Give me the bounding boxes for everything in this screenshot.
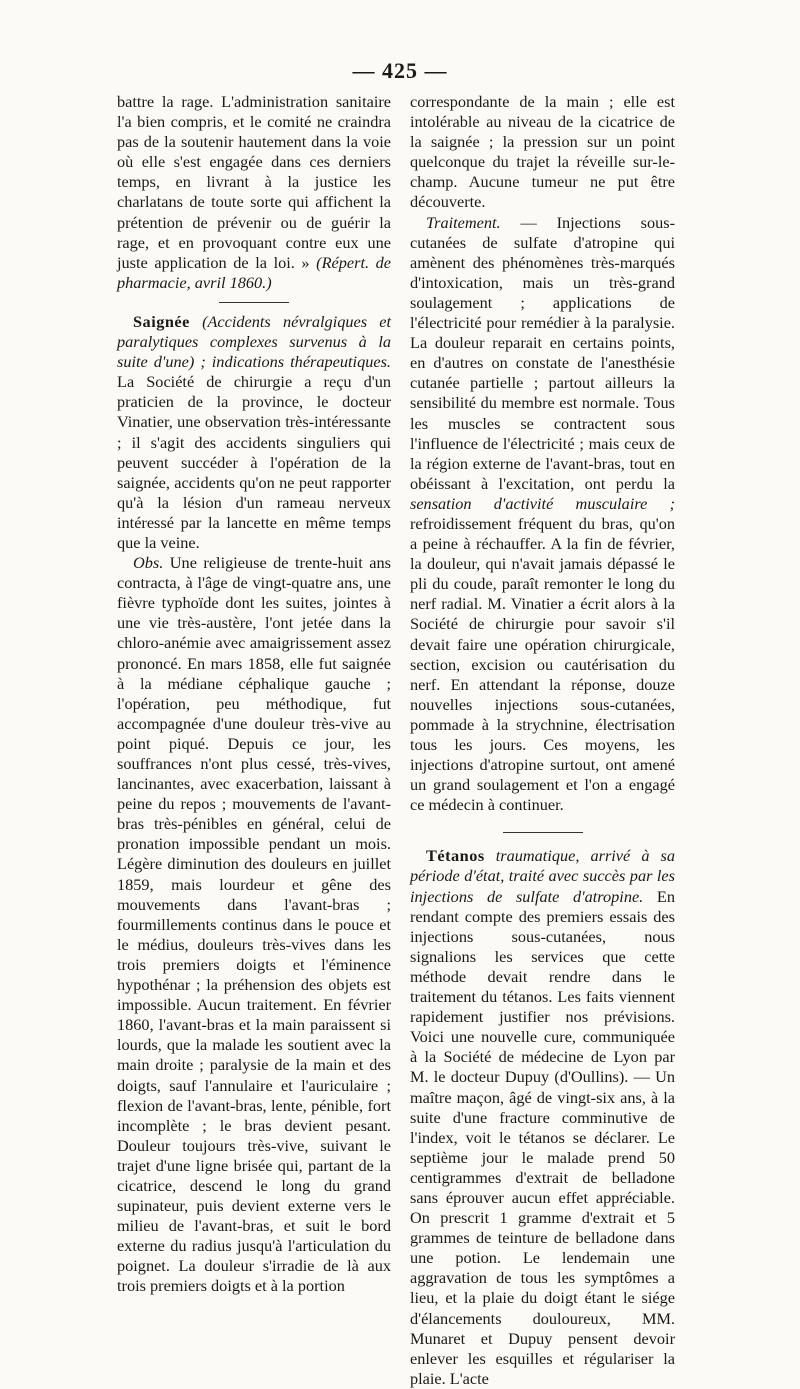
section-heading-tetanos: Tétanos — [426, 846, 485, 866]
observation-paragraph — [117, 553, 391, 1296]
right-column — [410, 92, 675, 1389]
section-title-saignee: (Accidents névralgiques et paralytiques complexes survenus à la suite d'une) ; indications thérapeutiques. — [117, 311, 391, 372]
section-heading-saignee: Saignée — [133, 311, 190, 331]
treatment-italic: sensation d'activité musculaire ; — [410, 493, 675, 513]
section-divider — [219, 302, 289, 303]
treatment-label: Traitement. — [426, 212, 501, 232]
treatment-text-b: refroidissement fréquent du bras, qu'on a peine à réchauffer. A la fin de février, la douleur, qui n'avait jamais dépassé le pli du coude, paraît remonter le long du nerf radial. M. Vinatier a écrit alors à la Société de chirurgie pour savoir s'il devait faire une opération chirurgicale, section, excision ou cautérisation du nerf. En attendant la réponse, douze nouvelles injections sous-cutanées, pommade à la strychnine, électrisation tous les jours. Ces moyens, les injections d'atropine surtout, ont amené un grand soulagement et l'on a engagé ce médecin à continuer. — [410, 513, 675, 815]
quote-paragraph — [117, 92, 391, 293]
left-column — [117, 92, 391, 1297]
tetanos-article — [410, 846, 675, 1389]
obs-label: Obs. — [133, 553, 164, 573]
citation: (Répert. de pharmacie, avril 1860.) — [117, 252, 392, 292]
obs-text: Une religieuse de trente-huit ans contracta, à l'âge de vingt-quatre ans, une fièvre typhoïde dont les suites, jointes à une vie très-austère, l'ont jetée dans la chloro-anémie avec amaigrissement assez prononcé. En mars 1858, elle fut saignée à la médiane céphalique gauche ; l'opération, peu méthodique, fut accompagnée d'une douleur très-vive au point piqué. Depuis ce jour, les souffrances n'ont plus cessé, très-vives, lancinantes, avec exacerbation, laissant à peine du repos ; mouvements de l'avant-bras très-pénibles en général, celui de pronation impossible pendant un mois. Légère diminution des douleurs en juillet 1859, mais lourdeur et gêne des mouvements dans l'avant-bras ; fourmillements continus dans le pouce et le médius, douleurs très-vives dans les trois premiers doigts et l'éminence hypothénar ; la préhension des objets est impossible. Aucun traitement. En février 1860, l'avant-bras et la main paraissent si lourds, que la malade les soutient avec la main droite ; paralysie de la main et des doigts, sauf l'annulaire et l'auriculaire ; flexion de l'avant-bras, lente, pénible, fort incomplète ; le bras devient pesant. Douleur toujours très-vive, suivant le trajet d'une ligne brisée qui, partant de la cicatrice, descend le long du grand supinateur, puis devient externe vers le milieu de l'avant-bras, et suit le bord externe du radius jusqu'à l'articulation du poignet. La douleur s'irradie de là aux trois premiers doigts et à la portion — [117, 553, 391, 1296]
tetanos-body: En rendant compte des premiers essais des injections sous-cutanées, nous signalions les services que cette méthode devait rendre dans le traitement du tétanos. Les faits viennent rapidement justifier nos prévisions. Voici une nouvelle cure, communiquée à la Société de médecine de Lyon par M. le docteur Dupuy (d'Oullins). — Un maître maçon, âgé de vingt-six ans, à la suite d'une fracture comminutive de l'index, voit le tétanos se déclarer. Le septième jour le malade prend 50 centigrammes d'extrait de belladone sans éprouver aucun effet appréciable. On prescrit 1 gramme d'extrait et 5 grammes de teinture de belladone dans une potion. Le lendemain une aggravation de tous les symptômes a lieu, et la plaie du doigt étant le siége d'élancements douloureux, MM. Munaret et Dupuy pensent devoir enlever les esquilles et régulariser la plaie. L'acte — [410, 886, 675, 1388]
saignee-article — [117, 312, 391, 553]
treatment-text-a: — Injections sous-cutanées de sulfate d'atropine qui amènent des phénomènes très-marqués d'intoxication, mais un très-grand soulagement ; applications de l'électricité pour remédier à la paralysie. La douleur reparait en certains points, en d'autres on constate de l'anesthésie cutanée partielle ; partout ailleurs la sensibilité du membre est normale. Tous les muscles se contractent sous l'influence de l'électricité ; mais ceux de la région externe de l'avant-bras, tout en obéissant à l'excitation, ont perdu la — [410, 212, 675, 493]
saignee-body: La Société de chirurgie a reçu d'un praticien de la province, le docteur Vinatier, une observation très-intéressante ; il s'agit des accidents singuliers qui peuvent succéder à l'opération de la saignée, accidents qu'on ne peut rapporter qu'à la lésion d'un rameau nerveux intéressé par la lancette en même temps que la veine. — [117, 372, 391, 552]
section-title-tetanos: traumatique, arrivé à sa période d'état, traité avec succès par les injections de sulfate d'atropine. — [410, 846, 675, 906]
treatment-paragraph — [410, 213, 675, 816]
page-number: — 425 — — [352, 58, 448, 83]
section-divider — [503, 832, 583, 833]
quote-text: battre la rage. L'administration sanitaire l'a bien compris, et le comité ne craindra pas de la soutenir hautement dans la voie où elle s'est engagée dans ces derniers temps, en livrant à la justice les charlatans de toute sorte qui affichent la prétention de prévenir ou de guérir la rage, et en provoquant contre eux une juste application de la loi. » — [117, 92, 391, 272]
continuation-paragraph: correspondante de la main ; elle est intolérable au niveau de la cicatrice de la saignée ; la pression sur un point quelconque du trajet la réveille sur-le-champ. Aucune tumeur ne put être découverte. — [410, 92, 675, 212]
